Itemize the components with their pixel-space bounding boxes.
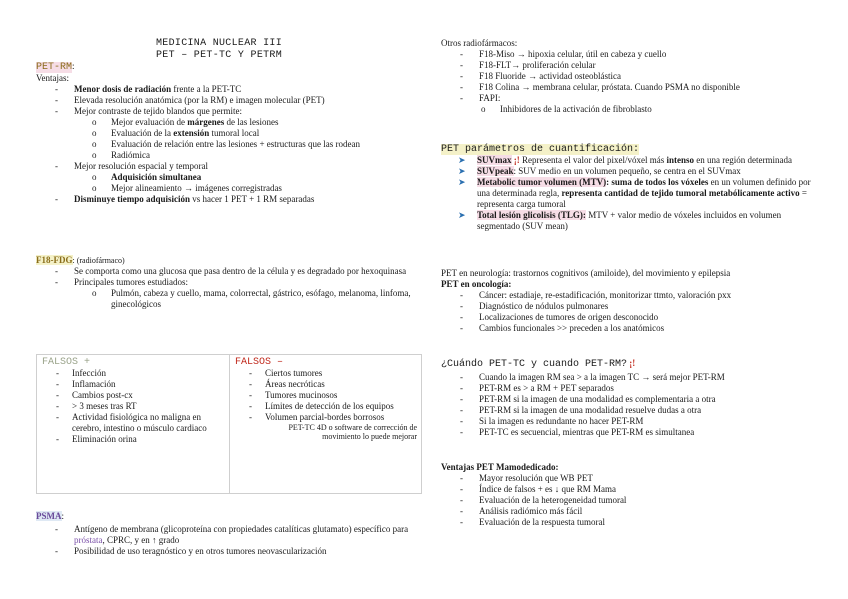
list-item: ➤ SUVmax ¡! Representa el valor del pixel/vóxel más intenso en una región determinada bbox=[458, 155, 792, 165]
arrow-bullet-icon: ➤ bbox=[458, 177, 466, 187]
cuantificacion-heading: PET parámetros de cuantificación: bbox=[441, 144, 640, 155]
psma-section: PSMA: - Antígeno de membrana (glicoproteína con propiedades catalíticas glutamato) específico para próstata, CPRC, y en ↑ grado - Posibilidad de uso teragnóstico y en otros tumores neovascularización bbox=[36, 511, 416, 557]
list-item: ➤ SUVpeak: SUV medio en un volumen pequeño, se centra en el SUVmax bbox=[458, 166, 741, 176]
list-item: o Radiómica bbox=[36, 150, 421, 161]
cuando-mark: ¡! bbox=[629, 358, 636, 368]
falsos-negativos-column bbox=[230, 355, 421, 493]
list-item: - Límites de detección de los equipos bbox=[230, 401, 421, 412]
onco-heading: PET en oncología: bbox=[441, 279, 512, 289]
psma-heading: PSMA bbox=[36, 511, 62, 521]
list-item: - Ciertos tumores bbox=[230, 368, 421, 379]
list-item: - Disminuye tiempo adquisición vs hacer 1 PET + 1 RM separadas bbox=[36, 194, 421, 205]
list-item: ➤ Metabolic tumor volumen (MTV): suma de todos los vóxeles en un volumen definido por una determinada regla, representa cantidad de tejido tumoral metabólicamente activo = representa carga tumoral bbox=[458, 177, 811, 209]
fdg-section bbox=[36, 255, 416, 310]
list-item: - > 3 meses tras RT bbox=[37, 401, 229, 412]
list-item: - Posibilidad de uso teragnóstico y en otros tumores neovascularización bbox=[36, 546, 416, 557]
falsos-note: PET-TC 4D o software de corrección de movimiento lo puede mejorar bbox=[288, 423, 417, 441]
list-item: ➤ Total lesión glicolisis (TLG): MTV + valor medio de vóxeles incluidos en volumen segmentado (SUV mean) bbox=[458, 210, 782, 231]
list-item: - Infección bbox=[37, 368, 229, 379]
petrm-section: PET-RM: Ventajas: - Menor dosis de radiación frente a la PET-TC - Elevada resolución anatómica (por la RM) e imagen molecular (PET) - Mejor contraste de tejido blandos que permite: o Mejor evaluación de márgenes de las lesiones o Evaluación de la extensión tumoral local o Evaluación de relación entre las lesiones + estructuras que las rodean o Radiómica - Mejor resolución espacial y temporal o Adquisición simultanea o Mejor alineamiento → imágenes corregistradas - Disminuye tiempo adquisición vs hacer 1 PET + 1 RM separadas bbox=[36, 61, 421, 205]
list-item: o Adquisición simultanea bbox=[36, 172, 421, 183]
list-item: - Evaluación de la heterogeneidad tumoral bbox=[441, 495, 826, 506]
list-item: - Mejor contraste de tejido blandos que permite: bbox=[36, 106, 421, 117]
arrow-bullet-icon: ➤ bbox=[458, 155, 466, 165]
list-item: - Elevada resolución anatómica (por la RM) e imagen molecular (PET) bbox=[36, 95, 421, 106]
list-item: o Mejor evaluación de márgenes de las lesiones bbox=[36, 117, 421, 128]
falsos-table bbox=[36, 354, 422, 494]
list-item: - Eliminación orina bbox=[37, 434, 229, 445]
list-item: - Evaluación de la respuesta tumoral bbox=[441, 517, 826, 528]
list-item: - FAPI: bbox=[441, 93, 821, 104]
otros-heading: Otros radiofármacos: bbox=[441, 38, 518, 48]
cuantificacion-section bbox=[441, 143, 821, 232]
list-item: - PET-RM si la imagen de una modalidad es complementaria a otra bbox=[441, 394, 826, 405]
list-item: - PET-TC es secuencial, mientras que PET-RM es simultanea bbox=[441, 427, 826, 438]
otros-section bbox=[441, 38, 821, 115]
list-item: - Cambios post-cx bbox=[37, 390, 229, 401]
list-item: - Mayor resolución que WB PET bbox=[441, 473, 826, 484]
list-item: - PET-RM si la imagen de una modalidad resuelve dudas a otra bbox=[441, 405, 826, 416]
list-item: - Análisis radiómico más fácil bbox=[441, 506, 826, 517]
page-title: MEDICINA NUCLEAR III bbox=[156, 38, 283, 49]
list-item: - Diagnóstico de nódulos pulmonares bbox=[441, 301, 826, 312]
list-item: - F18-Miso → hipoxia celular, útil en cabeza y cuello bbox=[441, 49, 821, 60]
cuando-heading: ¿Cuándo PET-TC y cuando PET-RM? bbox=[441, 359, 628, 370]
list-item: - Principales tumores estudiados: bbox=[36, 277, 416, 288]
list-item: - Se comporta como una glucosa que pasa dentro de la célula y es degradado por hexoquinasa bbox=[36, 266, 416, 277]
list-item: o Evaluación de la extensión tumoral local bbox=[36, 128, 421, 139]
list-item: o Inhibidores de la activación de fibroblasto bbox=[441, 104, 821, 115]
list-item: - PET-RM es > a RM + PET separados bbox=[441, 383, 826, 394]
falsos-neg-heading: FALSOS – bbox=[235, 357, 284, 368]
list-item: - Localizaciones de tumores de origen desconocido bbox=[441, 312, 826, 323]
list-item: - F18 Fluoride → actividad osteoblástica bbox=[441, 71, 821, 82]
list-item: - Cambios funcionales >> preceden a los anatómicos bbox=[441, 323, 826, 334]
cuando-section bbox=[441, 358, 826, 438]
page-subtitle: PET – PET-TC Y PETRM bbox=[156, 50, 283, 61]
neuro-onco-section bbox=[441, 268, 826, 334]
list-item: - Áreas necróticas bbox=[230, 379, 421, 390]
petrm-heading: PET-RM bbox=[36, 62, 73, 73]
list-item: - Mejor resolución espacial y temporal bbox=[36, 161, 421, 172]
arrow-bullet-icon: ➤ bbox=[458, 166, 466, 176]
list-item: - Volumen parcial-bordes borrosos bbox=[230, 412, 421, 423]
list-item: - Cáncer: estadiaje, re-estadificación, monitorizar ttmto, valoración pxx bbox=[441, 290, 826, 301]
list-item: - F18 Colina → membrana celular, próstata. Cuando PSMA no disponible bbox=[441, 82, 821, 93]
list-item: o Pulmón, cabeza y cuello, mama, colorrectal, gástrico, esófago, melanoma, linfoma, ginecológicos bbox=[36, 288, 416, 310]
list-item: - Si la imagen es redundante no hacer PET-RM bbox=[441, 416, 826, 427]
fdg-heading: F18-FDG bbox=[36, 255, 73, 265]
list-item: - Inflamación bbox=[37, 379, 229, 390]
list-item: - Actividad fisiológica no maligna en cerebro, intestino o músculo cardiaco bbox=[37, 412, 229, 434]
list-item: - Tumores mucinosos bbox=[230, 390, 421, 401]
arrow-bullet-icon: ➤ bbox=[458, 210, 466, 220]
falsos-positivos-column bbox=[37, 355, 230, 493]
mamo-heading: Ventajas PET Mamodedicado: bbox=[441, 462, 559, 472]
list-item: - Antígeno de membrana (glicoproteína con propiedades catalíticas glutamato) específico para próstata, CPRC, y en ↑ grado bbox=[36, 524, 416, 546]
list-item: o Mejor alineamiento → imágenes corregistradas bbox=[36, 183, 421, 194]
falsos-pos-heading: FALSOS + bbox=[42, 357, 91, 368]
fdg-note: : (radiofármaco) bbox=[72, 256, 125, 265]
list-item: - F18-FLT→ proliferación celular bbox=[441, 60, 821, 71]
list-item: - Índice de falsos + es ↓ que RM Mama bbox=[441, 484, 826, 495]
list-item: - Menor dosis de radiación frente a la PET-TC bbox=[36, 84, 421, 95]
mamo-section bbox=[441, 462, 826, 528]
neuro-line: PET en neurología: trastornos cognitivos (amiloide), del movimiento y epilepsia bbox=[441, 268, 731, 278]
ventajas-label: Ventajas: bbox=[36, 73, 69, 83]
list-item: - Cuando la imagen RM sea > a la imagen TC → será mejor PET-RM bbox=[441, 372, 826, 383]
list-item: o Evaluación de relación entre las lesiones + estructuras que las rodean bbox=[36, 139, 421, 150]
